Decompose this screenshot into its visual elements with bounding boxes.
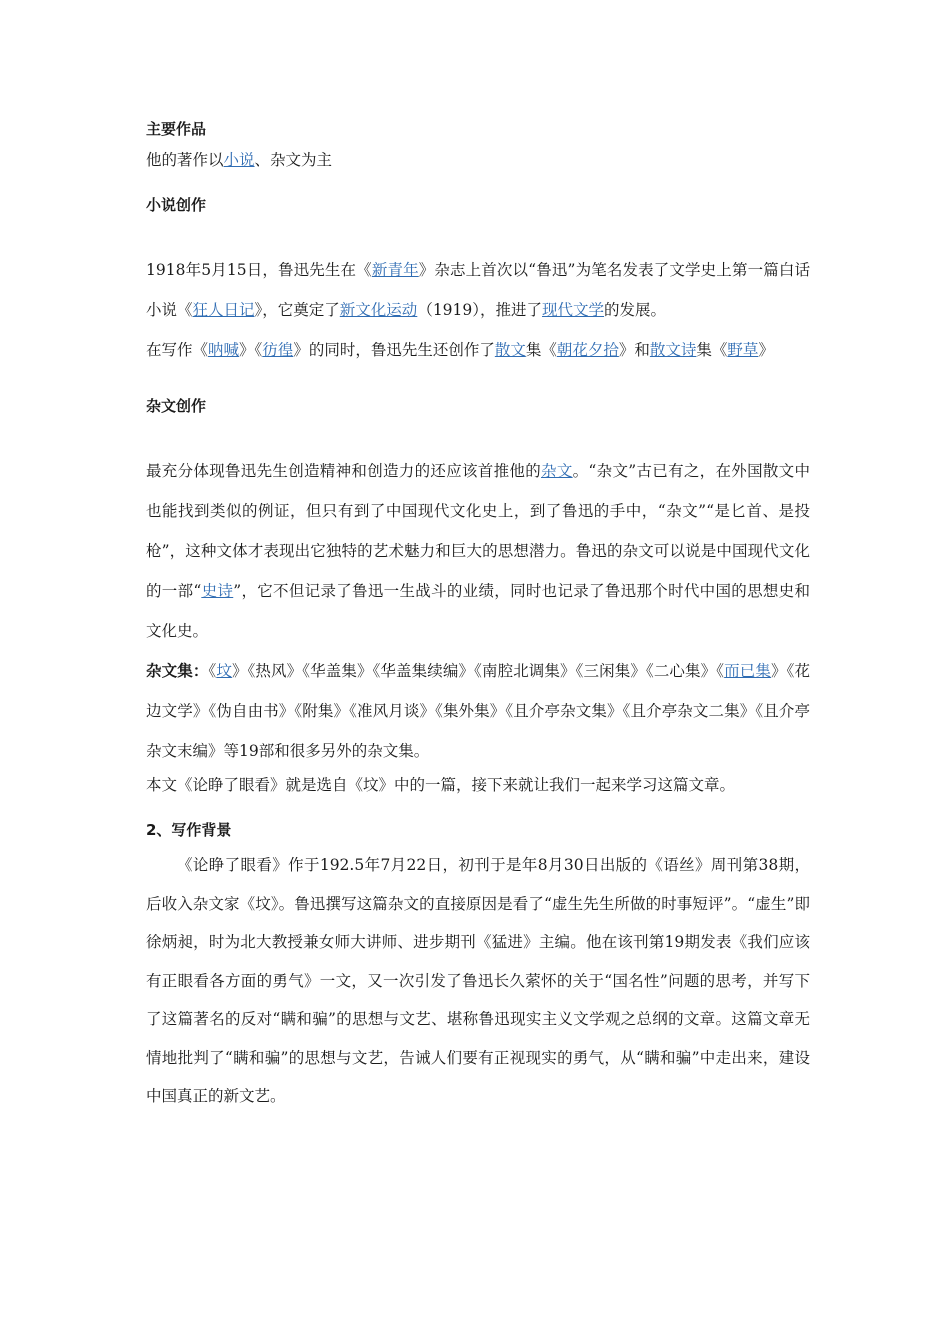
works-intro: 他的著作以小说、杂文为主 (146, 151, 333, 169)
link-zhaohua-xishi[interactable]: 朝花夕拾 (556, 341, 619, 359)
link-sanwenshi[interactable]: 散文诗 (649, 341, 697, 359)
novel-paragraph-2: 在写作《呐喊》《彷徨》的同时，鲁迅先生还创作了散文集《朝花夕拾》和散文诗集《野草》 (146, 341, 774, 359)
link-sanwen[interactable]: 散文 (494, 341, 526, 359)
link-xinwenhua-yundong[interactable]: 新文化运动 (339, 301, 418, 319)
link-panghuang[interactable]: 彷徨 (262, 341, 294, 359)
section-heading-novel: 小说创作 (146, 196, 207, 214)
essay-paragraph: 最充分体现鲁迅先生创造精神和创造力的还应该首推他的杂文。“杂文”古已有之，在外国散文中也能找到类似的例证，但只有到了中国现代文化史上，到了鲁迅的手中，“杂文”“是匕首、是投枪”，这种文体才表现出它独特的艺术魅力和巨大的思想潜力。鲁迅的杂文可以说是中国现代文化的一部“史诗”，它不但记录了鲁迅一生战斗的业绩，同时也记录了鲁迅那个时代中国的思想史和文化史。 (146, 462, 810, 640)
link-yecao[interactable]: 野草 (727, 341, 759, 359)
essay-collections: 杂文集：《坟》《热风》《华盖集》《华盖集续编》《南腔北调集》《三闲集》《二心集》《而已集》《花边文学》《伪自由书》《附集》《准风月谈》《集外集》《且介亭杂文集》《且介亭杂文二集》《且介亭杂文末编》等19部和很多另外的杂文集。 (146, 662, 810, 760)
link-novel[interactable]: 小说 (223, 151, 255, 169)
novel-paragraph-1: 1918年5月15日，鲁迅先生在《新青年》杂志上首次以“鲁迅”为笔名发表了文学史上第一篇白话小说《狂人日记》，它奠定了新文化运动（1919），推进了现代文学的发展。 (146, 261, 810, 319)
link-kuangren-riji[interactable]: 狂人日记 (192, 301, 255, 319)
link-zawen[interactable]: 杂文 (541, 462, 573, 480)
collections-label: 杂文集： (146, 662, 209, 680)
link-xinqingnian[interactable]: 新青年 (371, 261, 419, 279)
document-page (146, 118, 810, 1116)
section-heading-essay: 杂文创作 (146, 397, 207, 415)
section-heading-background: 2、写作背景 (146, 821, 232, 839)
essay-closing: 本文《论睁了眼看》就是选自《坟》中的一篇，接下来就让我们一起来学习这篇文章。 (146, 776, 736, 794)
link-fen[interactable]: 坟 (216, 662, 232, 680)
link-shishi[interactable]: 史诗 (201, 582, 234, 600)
link-nahan[interactable]: 呐喊 (208, 341, 240, 359)
link-eryiji[interactable]: 而已集 (724, 662, 771, 680)
link-xiandai-wenxue[interactable]: 现代文学 (542, 301, 605, 319)
section-heading-works: 主要作品 (146, 120, 207, 138)
background-paragraph: 《论睁了眼看》作于192.5年7月22日，初刊于是年8月30日出版的《语丝》周刊第38期，后收入杂文家《坟》。鲁迅撰写这篇杂文的直接原因是看了“虚生先生所做的时事短评”。“虚生”即徐炳昶，时为北大教授兼女师大讲师、进步期刊《猛进》主编。他在该刊第19期发表《我们应该有正眼看各方面的勇气》一文，又一次引发了鲁迅长久萦怀的关于“国名性”问题的思考，并写下了这篇著名的反对“瞒和骗”的思想与文艺、堪称鲁迅现实主义文学观之总纲的文章。这篇文章无情地批判了“瞒和骗”的思想与文艺，告诫人们要有正视现实的勇气，从“瞒和骗”中走出来，建设中国真正的新文艺。 (146, 856, 810, 1105)
